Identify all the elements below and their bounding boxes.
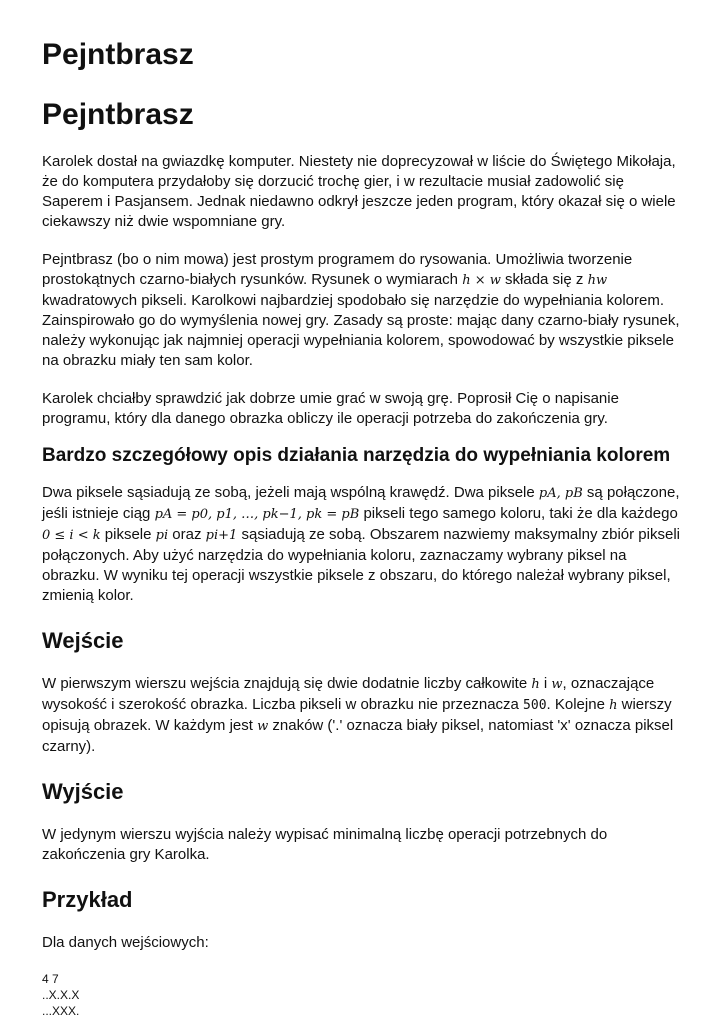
fill-tool-paragraph (42, 483, 682, 606)
example-input-line: 4 7 (42, 972, 59, 986)
math-index-range: 0 ≤ i < k (42, 528, 101, 543)
output-paragraph: W jedynym wierszu wyjścia należy wypisać minimalną liczbę operacji potrzebnych do zakończenia gry Karolka. (42, 826, 608, 863)
example-intro: Dla danych wejściowych: (42, 934, 209, 951)
math-dimensions: h × w (462, 273, 501, 288)
math-500: 500 (523, 698, 547, 713)
math-sequence: pA = p0, p1, …, pk−1, pk = pB (154, 507, 360, 522)
text-span: . Kolejne (546, 696, 610, 713)
math-h: h (609, 698, 618, 713)
math-pa-pb: pA, pB (538, 486, 583, 501)
problem-title: Pejntbrasz (42, 98, 194, 131)
page-title: Pejntbrasz (42, 38, 194, 71)
section-heading-input: Wejście (42, 628, 124, 653)
section-heading-example: Przykład (42, 887, 133, 912)
text-span: Pejntbrasz (bo o nim mowa) jest prostym programem do rysowania. Umożliwia tworzenie prostokątnych czarno-białych rysunków. Rysunek o wymiarach (42, 251, 633, 288)
section-heading-output: Wyjście (42, 779, 124, 804)
input-paragraph (42, 674, 682, 757)
math-pi: pi (155, 528, 169, 543)
example-input-line: ..X.X.X (42, 988, 80, 1002)
text-span: są połączone, jeśli istnieje ciąg (42, 484, 680, 522)
text-span: sąsiadują ze sobą. Obszarem nazwiemy maksymalny zbiór pikseli połączonych. Aby użyć narzędzia do wypełniania koloru, zaznaczamy wybrany piksel na obrazku. W wyniku tej operacji wszystkie piksele z obszaru, do którego należał wybrany piksel, zmienią kolor. (42, 526, 680, 604)
description-paragraph (42, 250, 682, 371)
text-span: , oznaczające wysokość i szerokość obrazka. Liczba pikseli w obrazku nie przeznacza (42, 675, 655, 713)
text-span: Dwa piksele sąsiadują ze sobą, jeżeli mają wspólną krawędź. Dwa piksele (42, 484, 539, 501)
problem-statement (42, 36, 682, 1019)
text-span: wierszy opisują obrazek. W każdym jest (42, 696, 672, 734)
text-span: W pierwszym wierszu wejścia znajdują się dwie dodatnie liczby całkowite (42, 675, 532, 692)
section-heading-fill-tool: Bardzo szczegółowy opis działania narzędzia do wypełniania kolorem (42, 445, 671, 466)
text-span: pikseli tego samego koloru, taki że dla każdego (359, 505, 678, 522)
math-w: w (551, 677, 563, 692)
text-span: oraz (168, 526, 206, 543)
text-span: składa się z (500, 271, 588, 288)
math-pixel-count: hw (587, 273, 608, 288)
text-span: piksele (100, 526, 156, 543)
math-pi-plus-1: pi+1 (205, 528, 238, 543)
intro-paragraph: Karolek dostał na gwiazdkę komputer. Niestety nie doprecyzował w liście do Świętego Mikołaja, że do komputera przydałoby się dorzucić trochę gier, i w rezultacie musiał zadowolić się Saperem i Pasjansem. Jednak niedawno odkrył jeszcze jeden program, który okazał się o wiele ciekawszy niż dwie wspomniane gry. (42, 153, 676, 230)
task-paragraph: Karolek chciałby sprawdzić jak dobrze umie grać w swoją grę. Poprosił Cię o napisanie programu, który dla danego obrazka obliczy ile operacji potrzeba do zakończenia gry. (42, 390, 619, 427)
math-h: h (531, 677, 540, 692)
text-span: znaków ('.' oznacza biały piksel, natomiast 'x' oznacza piksel czarny). (42, 717, 674, 755)
text-span: i (539, 675, 552, 692)
text-span: kwadratowych pikseli. Karolkowi najbardziej spodobało się narzędzie do wypełniania kolorem. Zainspirowało go do wymyślenia nowej gry. Zasady są proste: mając dany czarno-biały rysunek, należy wykonując jak najmniej operacji wypełniania kolorem, spowodować by wszystkie piksele na obrazku miały ten sam kolor. (42, 292, 680, 369)
math-w: w (257, 719, 269, 734)
example-input-line: ...XXX. (42, 1004, 80, 1018)
example-input-block (42, 971, 682, 1019)
